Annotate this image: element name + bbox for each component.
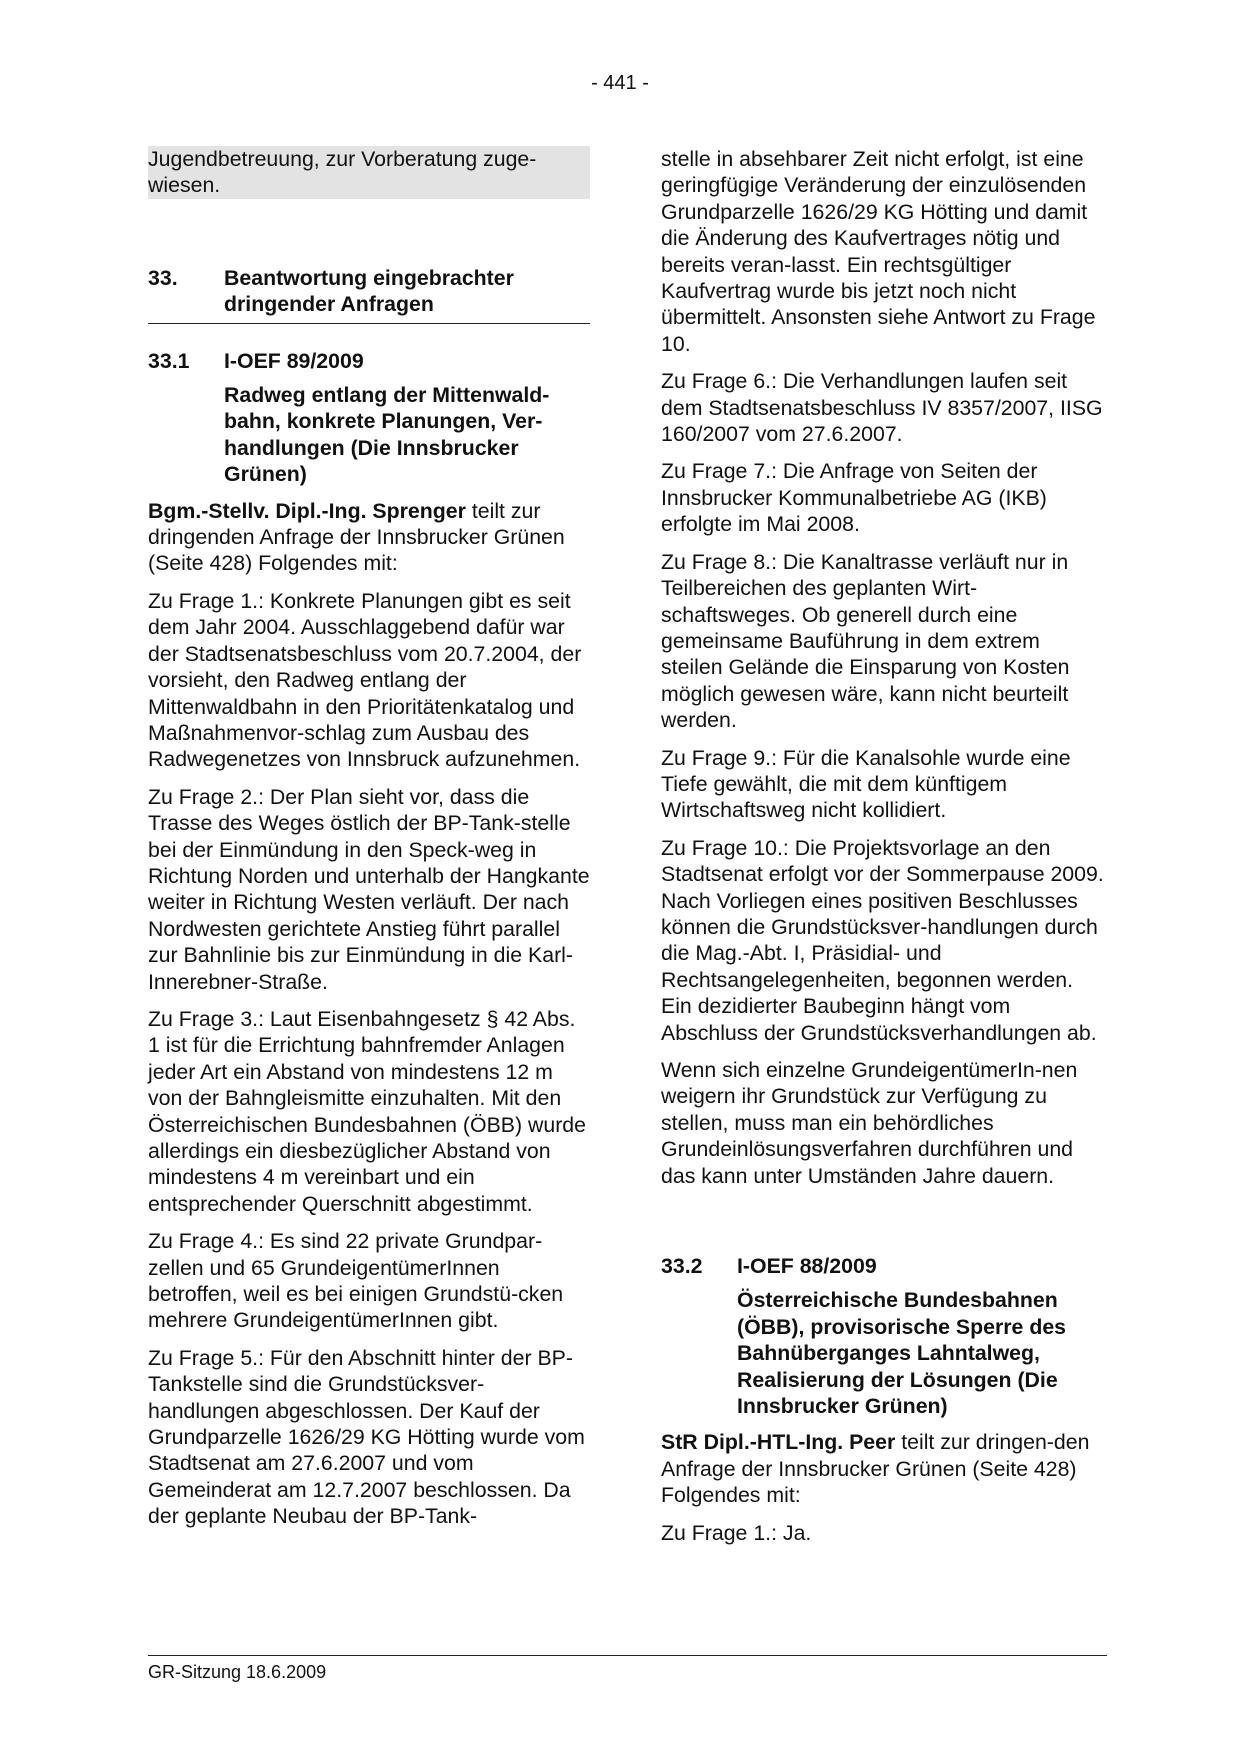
answer-paragraph: Zu Frage 6.: Die Verhandlungen laufen seit dem Stadtsenatsbeschluss IV 8357/2007, IISG 160/2007 vom 27.6.2007. [661,369,1103,447]
left-column [148,146,590,1541]
answer-paragraph: stelle in absehbarer Zeit nicht erfolgt, ist eine geringfügige Veränderung der einzulösenden Grundparzelle 1626/29 KG Hötting und damit die Änderung des Kaufvertrages nötig und bereits veran-lasst. Ein rechtsgültiger Kaufvertrag wurde bis jetzt noch nicht übermittelt. Ansonsten siehe Antwort zu Frage 10. [661,147,1096,356]
continued-text-shaded [148,146,590,199]
subsection-33-1-heading [148,348,590,374]
answer-paragraph: Zu Frage 1.: Ja. [661,1520,812,1545]
intro-paragraph [661,1429,1107,1508]
speaker-name: StR Dipl.-HTL-Ing. Peer [661,1430,896,1455]
page-number: - 441 - [591,72,649,94]
intro-paragraph [148,498,590,577]
right-column [661,146,1107,1557]
continued-text: Jugendbetreuung, zur Vorberatung zuge- wiesen. [148,147,537,198]
section-number: 33. [148,265,178,290]
answer-paragraph: Zu Frage 5.: Für den Abschnitt hinter der BP-Tankstelle sind die Grundstücksver-handlungen abgeschlossen. Der Kauf der Grundparzelle 1626/29 KG Hötting wurde vom Stadtsenat am 27.6.2007 und vom Gemeinderat am 12.7.2007 beschlossen. Da der geplante Neubau der BP-Tank- [148,1345,585,1529]
section-33-heading [148,265,590,324]
subsection-id: I-OEF 89/2009 [224,348,364,373]
answer-paragraph: Zu Frage 2.: Der Plan sieht vor, dass die Trasse des Weges östlich der BP-Tank-stelle bei der Einmündung in den Speck-weg in Richtung Norden und unterhalb der Hangkante weiter in Richtung Westen verläuft. Der nach Nordwesten gerichtete Anstieg führt parallel zur Bahnlinie bis zur Einmündung in die Karl-Innerebner-Straße. [148,784,590,994]
subsection-33-2-heading [661,1253,1107,1279]
speaker-name: Bgm.-Stellv. Dipl.-Ing. Sprenger [148,498,466,523]
subsection-number: 33.2 [661,1254,703,1279]
section-title: Beantwortung eingebrachter dringender Anfragen [224,265,514,317]
page-footer: GR-Sitzung 18.6.2009 [148,1655,1107,1683]
subsection-id: I-OEF 88/2009 [737,1254,877,1279]
answer-paragraph: Zu Frage 9.: Für die Kanalsohle wurde eine Tiefe gewählt, die mit dem künftigem Wirtschaftsweg nicht kollidiert. [661,745,1071,823]
answer-paragraph: Zu Frage 8.: Die Kanaltrasse verläuft nur in Teilbereichen des geplanten Wirt-schaftsweges. Ob generell durch eine gemeinsame Bauführung in dem extrem steilen Gelände die Einsparung von Kosten möglich gewesen wäre, kann nicht beurteilt werden. [661,549,1070,733]
answer-paragraph: Zu Frage 1.: Konkrete Planungen gibt es seit dem Jahr 2004. Ausschlaggebend dafür war der Stadtsenatsbeschluss vom 20.7.2004, der vorsieht, den Radweg entlang der Mittenwaldbahn in den Prioritätenkatalog und Maßnahmenvor-schlag zum Ausbau des Radwegenetzes von Innsbruck aufzunehmen. [148,588,582,772]
subsection-title: Österreichische Bundesbahnen (ÖBB), provisorische Sperre des Bahnüberganges Lahntalweg, Realisierung der Lösungen (Die Innsbrucker Grünen) [737,1288,1067,1419]
intro-text: teilt zur dringenden Anfrage der Innsbrucker Grünen (Seite 428) Folgendes mit: [148,498,565,576]
answer-paragraph: Zu Frage 7.: Die Anfrage von Seiten der Innsbrucker Kommunalbetriebe AG (IKB) erfolgte im Mai 2008. [661,459,1047,537]
intro-text: teilt zur dringen-den Anfrage der Innsbrucker Grünen (Seite 428) Folgendes mit: [661,1430,1090,1508]
answer-paragraph: Zu Frage 3.: Laut Eisenbahngesetz § 42 Abs. 1 ist für die Errichtung bahnfremder Anlagen jeder Art ein Abstand von mindestens 12 m von der Bahngleismitte einzuhalten. Mit den Österreichischen Bundesbahnen (ÖBB) wurde allerdings ein diesbezüglicher Abstand von mindestens 4 m vereinbart und ein entsprechender Querschnitt abgestimmt. [148,1006,587,1216]
answer-paragraph: Wenn sich einzelne GrundeigentümerIn-nen weigern ihr Grundstück zur Verfügung zu stellen, muss man ein behördliches Grundeinlösungsverfahren durchführen und das kann unter Umständen Jahre dauern. [661,1058,1078,1188]
subsection-title: Radweg entlang der Mittenwald-bahn, konkrete Planungen, Ver-handlungen (Die Innsbrucker Grünen) [224,383,550,487]
subsection-number: 33.1 [148,348,190,373]
answer-paragraph: Zu Frage 10.: Die Projektsvorlage an den Stadtsenat erfolgt vor der Sommerpause 2009. Nach Vorliegen eines positiven Beschlusses können die Grundstücksver-handlungen durch die Mag.-Abt. I, Präsidial- und Rechtsangelegenheiten, begonnen werden. Ein dezidierter Baubeginn hängt vom Abschluss der Grundstücksverhandlungen ab. [661,835,1104,1045]
answer-paragraph: Zu Frage 4.: Es sind 22 private Grundpar-zellen und 65 GrundeigentümerInnen betroffen, weil es bei einigen Grundstü-cken mehrere GrundeigentümerInnen gibt. [148,1229,564,1333]
